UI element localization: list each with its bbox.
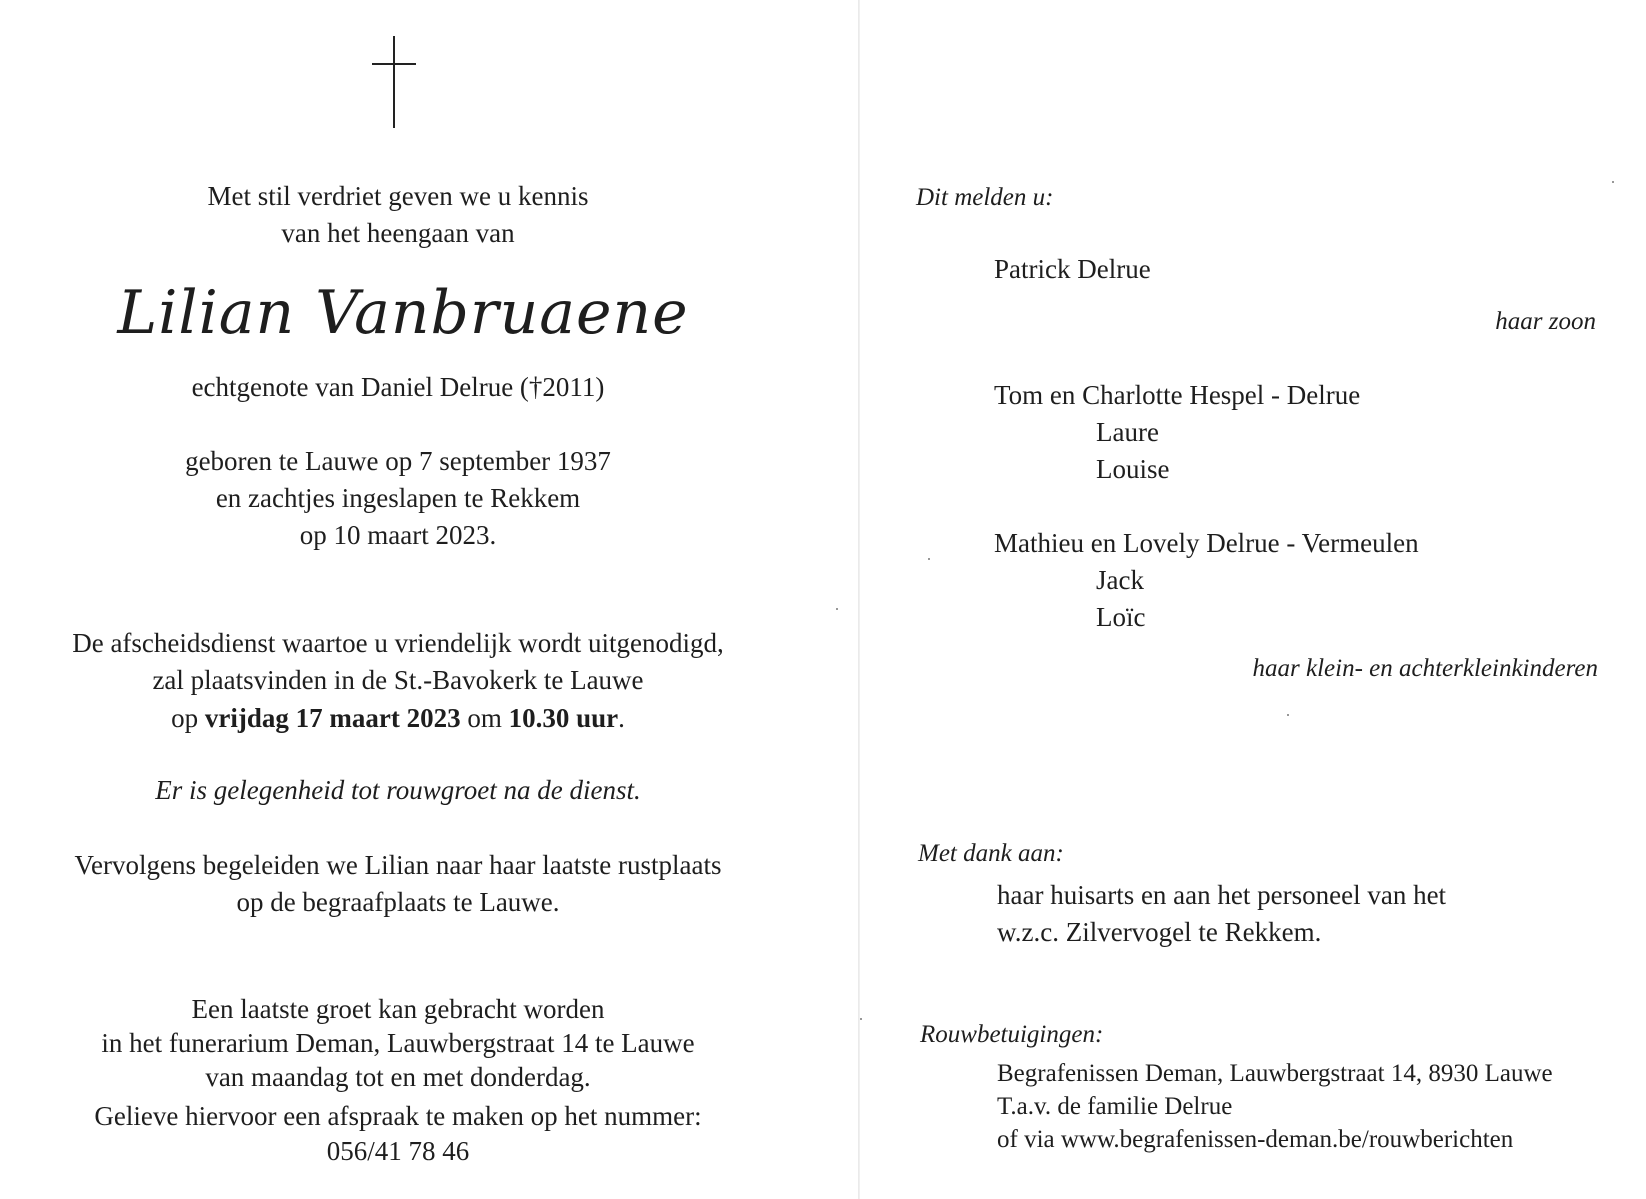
thanks-line-1: haar huisarts en aan het personeel van het	[997, 880, 1447, 910]
burial-line-1: Vervolgens begeleiden we Lilian naar haar laatste rustplaats	[74, 850, 722, 880]
phone-number: 056/41 78 46	[326, 1136, 470, 1166]
spouse-line: echtgenote van Daniel Delrue (†2011)	[191, 372, 605, 402]
scan-speck	[860, 1018, 862, 1020]
death-line-2: op 10 maart 2023.	[299, 520, 497, 550]
service-line-2: zal plaatsvinden in de St.-Bavokerk te Lauwe	[152, 665, 644, 695]
scan-speck	[1612, 181, 1614, 183]
service-prefix: op	[171, 703, 205, 733]
family-2-child-1: Jack	[1096, 565, 1144, 595]
thanks-line-2: w.z.c. Zilvervogel te Rekkem.	[997, 917, 1322, 947]
announce-label: Dit melden u:	[916, 184, 1054, 211]
deceased-name: Lilian Vanbruaene	[117, 278, 689, 348]
son-name: Patrick Delrue	[994, 254, 1151, 284]
service-mid: om	[460, 703, 509, 733]
grandchildren-role: haar klein- en achterkleinkinderen	[1252, 655, 1598, 682]
visit-line-2: in het funerarium Deman, Lauwbergstraat 14 te Lauwe	[101, 1028, 695, 1058]
scan-speck	[928, 558, 930, 560]
burial-line-2: op de begraafplaats te Lauwe.	[236, 887, 560, 917]
scan-speck	[1287, 714, 1289, 716]
family-2-child-2: Loïc	[1096, 602, 1146, 632]
condolences-line-2: T.a.v. de familie Delrue	[997, 1093, 1233, 1120]
appointment-line: Gelieve hiervoor een afspraak te maken op het nummer:	[94, 1101, 702, 1131]
condolences-label: Rouwbetuigingen:	[920, 1021, 1104, 1048]
condolences-line-1: Begrafenissen Deman, Lauwbergstraat 14, 8930 Lauwe	[997, 1060, 1553, 1087]
service-line-1: De afscheidsdienst waartoe u vriendelijk wordt uitgenodigd,	[72, 628, 724, 658]
death-line-1: en zachtjes ingeslapen te Rekkem	[215, 483, 581, 513]
visit-line-3: van maandag tot en met donderdag.	[205, 1062, 591, 1092]
intro-line-1: Met stil verdriet geven we u kennis	[207, 181, 589, 211]
service-suffix: .	[618, 703, 625, 733]
family-2-parents: Mathieu en Lovely Delrue - Vermeulen	[994, 528, 1419, 558]
condolence-note: Er is gelegenheid tot rouwgroet na de dienst.	[155, 775, 641, 805]
family-1-child-2: Louise	[1096, 454, 1170, 484]
service-line-3	[171, 705, 625, 732]
service-date: vrijdag 17 maart 2023	[204, 703, 461, 733]
family-1-parents: Tom en Charlotte Hespel - Delrue	[994, 380, 1361, 410]
scan-speck	[836, 608, 838, 610]
visit-line-1: Een laatste groet kan gebracht worden	[191, 994, 605, 1024]
intro-line-2: van het heengaan van	[281, 218, 515, 248]
thanks-label: Met dank aan:	[918, 840, 1064, 867]
service-time: 10.30 uur	[508, 703, 619, 733]
family-1-child-1: Laure	[1096, 417, 1159, 447]
birth-line: geboren te Lauwe op 7 september 1937	[185, 446, 611, 476]
son-role: haar zoon	[1495, 308, 1596, 335]
condolences-line-3: of via www.begrafenissen-deman.be/rouwberichten	[997, 1126, 1514, 1153]
